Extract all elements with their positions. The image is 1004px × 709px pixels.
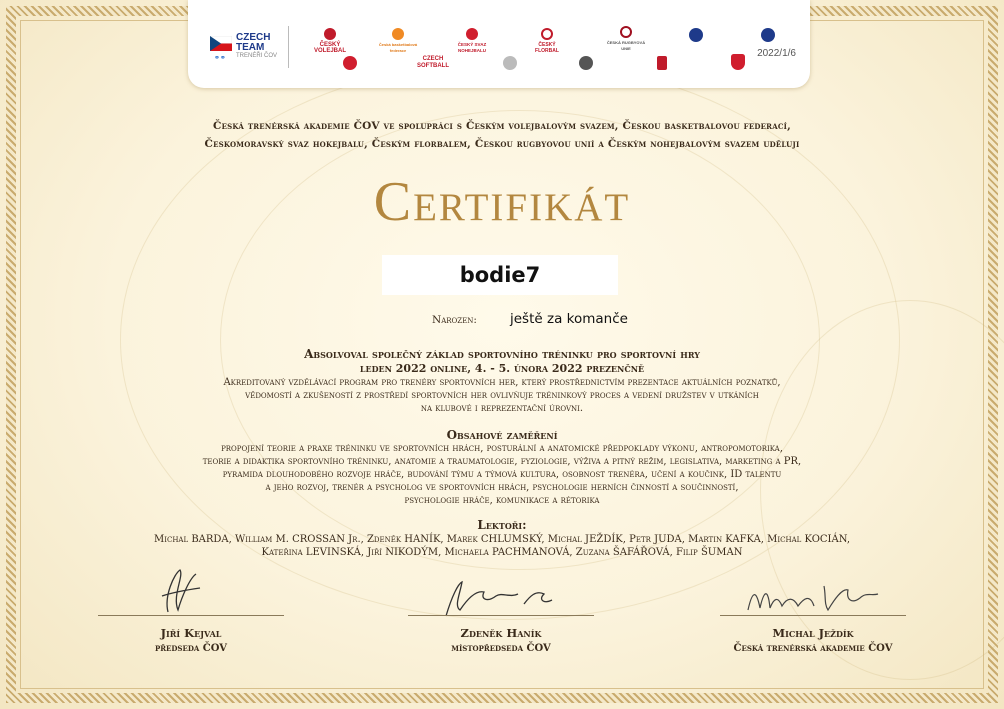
volejbal-logo: ČESKÝ VOLEJBAL (310, 28, 350, 54)
intro-line-1: Česká trenérská akademie ČOV ve spolupráci s Českým volejbalovým svazem, Českou basketbalovou federací, (213, 120, 791, 132)
lecturers-heading: Lektoři: (477, 518, 527, 532)
round-badge-logo (576, 56, 596, 72)
partner-logo-bar (188, 0, 810, 88)
logo-divider (288, 26, 289, 68)
olympic-rings-icon: ⚭⚭ (214, 54, 226, 62)
document-date: 2022/1/6 (757, 48, 796, 59)
focus-line: psychologie hráče, komunikace a rétorika (404, 495, 600, 506)
born-value: ještě za komanče (510, 311, 628, 327)
basketball-logo: Česká basketbalová federace (376, 28, 420, 54)
course-desc-3: na klubové i reprezentační úrovni. (420, 403, 584, 414)
signature-line (408, 615, 594, 616)
course-desc-1: Akreditovaný vzdělávací program pro trenéry sportovních her, který prostřednictvím prezentace aktuálních poznatků, (223, 377, 781, 388)
rugby-logo: ČESKÁ RUGBYOVÁ UNIE (602, 26, 650, 52)
born-label: Narozen: (432, 314, 477, 326)
czech-team-subtitle: TRENÉŘI ČOV (236, 53, 278, 59)
focus-line: a jeho rozvoj, trenér a psycholog ve sportovních hrách, psychologie herních činností a součinností, (265, 482, 739, 493)
hokejbal-logo (686, 28, 706, 44)
lecturers-line-1: Michal BARDA, William M. CROSSAN Jr., Zdeněk HANÍK, Marek CHLUMSKÝ, Michal JEŽDÍK, Petr JUDA, Martin KAFKA, Michal KOCIÁN, (153, 534, 851, 545)
signature-hanik (440, 576, 560, 620)
figure-logo (652, 56, 672, 72)
signatory-name: Michal Ježdík (772, 626, 854, 640)
czech-flag-icon (210, 36, 232, 51)
intro-line-2: Českomoravský svaz hokejbalu, Českým florbalem, Českou rugbyovou unií a Českým nohejbalovým svazem uděluji (204, 138, 800, 150)
signatory-name: Zdeněk Haník (460, 626, 542, 640)
signatory-name: Jiří Kejval (160, 626, 222, 640)
signatory-role: Česká trenérská akademie ČOV (733, 643, 893, 654)
course-dates: leden 2022 online, 4. - 5. února 2022 prezenčně (359, 362, 645, 375)
shield-logo (728, 54, 748, 72)
signature-line (720, 615, 906, 616)
signatory-role: předseda ČOV (154, 643, 228, 654)
lecturers-line-2: Kateřina LEVINSKÁ, Jiří NIKODÝM, Michaela PACHMANOVÁ, Zuzana ŠAFÁŘOVÁ, Filip ŠUMAN (261, 547, 743, 558)
focus-line: teorie a didaktika sportovního tréninku, anatomie a traumatologie, fyziologie, výživa a pitný režim, legislativa, marketing a PR, (202, 456, 802, 467)
course-title: Absolvoval společný základ sportovního tréninku pro sportovní hry (304, 347, 700, 361)
recipient-name: bodie7 (382, 255, 618, 295)
certificate-title: Certifikát (373, 171, 631, 233)
softball-logo: CZECH SOFTBALL (417, 56, 449, 69)
signatory-role: místopředseda ČOV (451, 643, 551, 654)
crossed-sticks-logo (500, 56, 520, 72)
signature-jezdik (744, 580, 884, 616)
focus-line: propojení teorie a praxe tréninku ve sportovních hrách, posturální a anatomické předpoklady výkonu, antropomotorika, (221, 443, 783, 454)
signature-line (98, 615, 284, 616)
nohejbal-logo: ČESKÝ SVAZ NOHEJBALU (450, 28, 494, 54)
signature-kejval (150, 566, 210, 618)
course-desc-2: vědomostí a zkušeností z prostředí sportovních her ovlivňuje tréninkový proces a vedení družstev v utkáních (245, 390, 759, 401)
focus-heading: Obsahové zaměření (446, 428, 558, 442)
sport-federation-logo (758, 28, 778, 44)
florbal-logo: ČESKÝ FLORBAL (526, 28, 568, 54)
czech-team-logo: CZECH TEAM (236, 32, 271, 53)
sport-club-logo (340, 56, 360, 72)
focus-line: pyramida dlouhodobého rozvoje hráče, budování týmu a týmová kultura, osobnost trenéra, učení a koučink, ID talentu (222, 469, 782, 480)
